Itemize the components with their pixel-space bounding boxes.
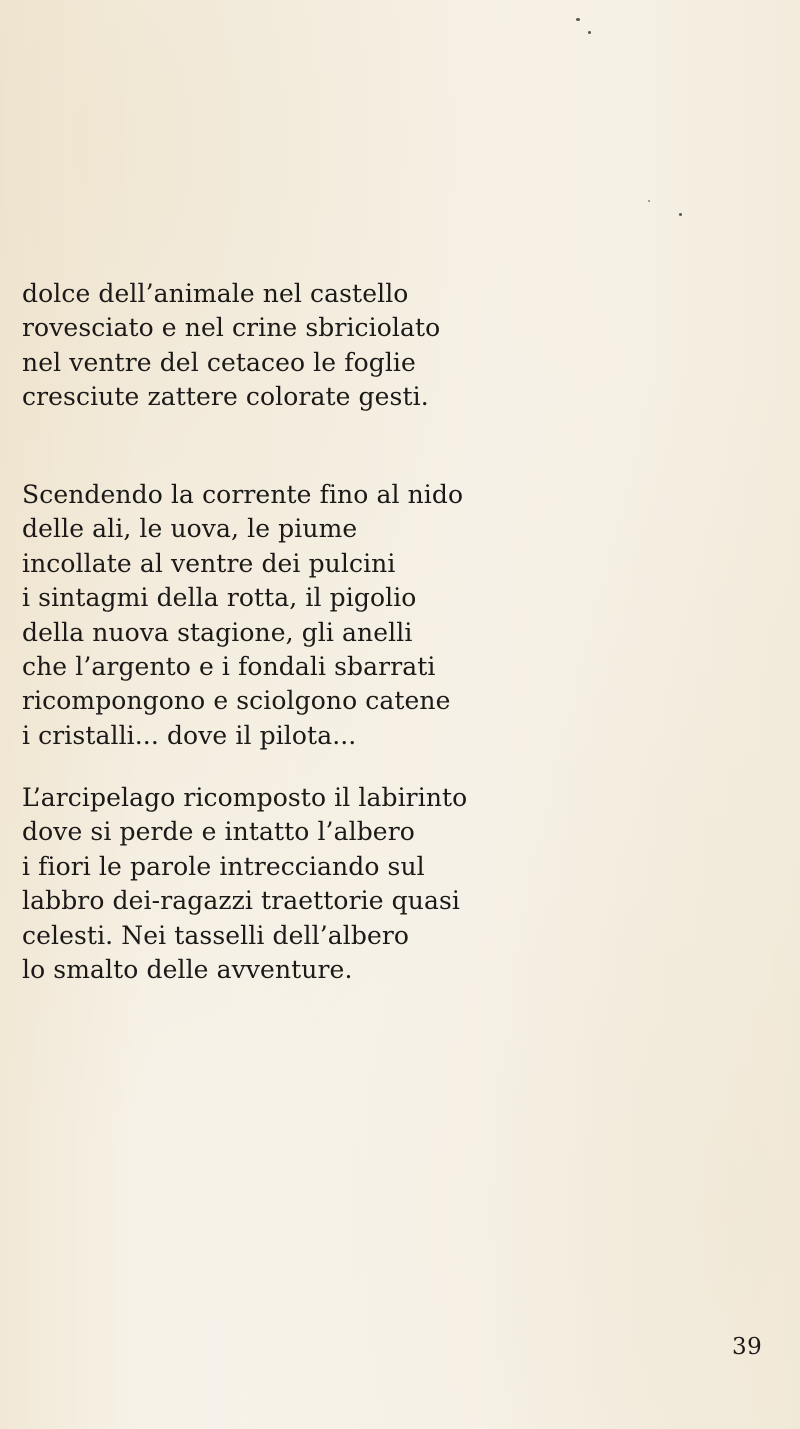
- poem-line: della nuova stagione, gli anelli: [22, 617, 413, 647]
- ink-speck: [648, 200, 650, 202]
- poem-line: i fiori le parole intrecciando sul: [22, 851, 425, 881]
- poem-line: dove si perde e intatto l’albero: [22, 817, 415, 847]
- ink-speck: [679, 213, 682, 216]
- ink-speck: [588, 31, 591, 34]
- poem-line: Scendendo la corrente fino al nido: [22, 480, 464, 509]
- poem-line: rovesciato e nel crine sbriciolato: [22, 313, 441, 343]
- poem-line: nel ventre del cetaceo le foglie: [22, 347, 416, 377]
- poem-line: i cristalli... dove il pilota...: [22, 720, 357, 750]
- poem-line: cresciute zattere colorate gesti.: [22, 382, 429, 412]
- poem-line: i sintagmi della rotta, il pigolio: [22, 583, 417, 613]
- poem-stanza-3: [22, 781, 467, 987]
- poem-line: celesti. Nei tasselli dell’albero: [22, 920, 410, 950]
- poem-line: delle ali, le uova, le piume: [22, 514, 358, 544]
- poem-line: ricompongono e sciolgono catene: [22, 686, 451, 716]
- poem-stanza-2: [22, 478, 463, 753]
- page-number: 39: [732, 1334, 763, 1360]
- poem-line: che l’argento e i fondali sbarrati: [22, 652, 436, 682]
- poem-line: incollate al ventre dei pulcini: [22, 548, 396, 578]
- poem-line: L’arcipelago ricomposto il labirinto: [22, 783, 468, 812]
- poem-line: lo smalto delle avventure.: [22, 955, 353, 985]
- poem-line: labbro dei-ragazzi traettorie quasi: [22, 886, 461, 916]
- ink-speck: [576, 18, 580, 21]
- poem-line: dolce dell’animale nel castello: [22, 279, 409, 308]
- poem-stanza-1: [22, 277, 440, 415]
